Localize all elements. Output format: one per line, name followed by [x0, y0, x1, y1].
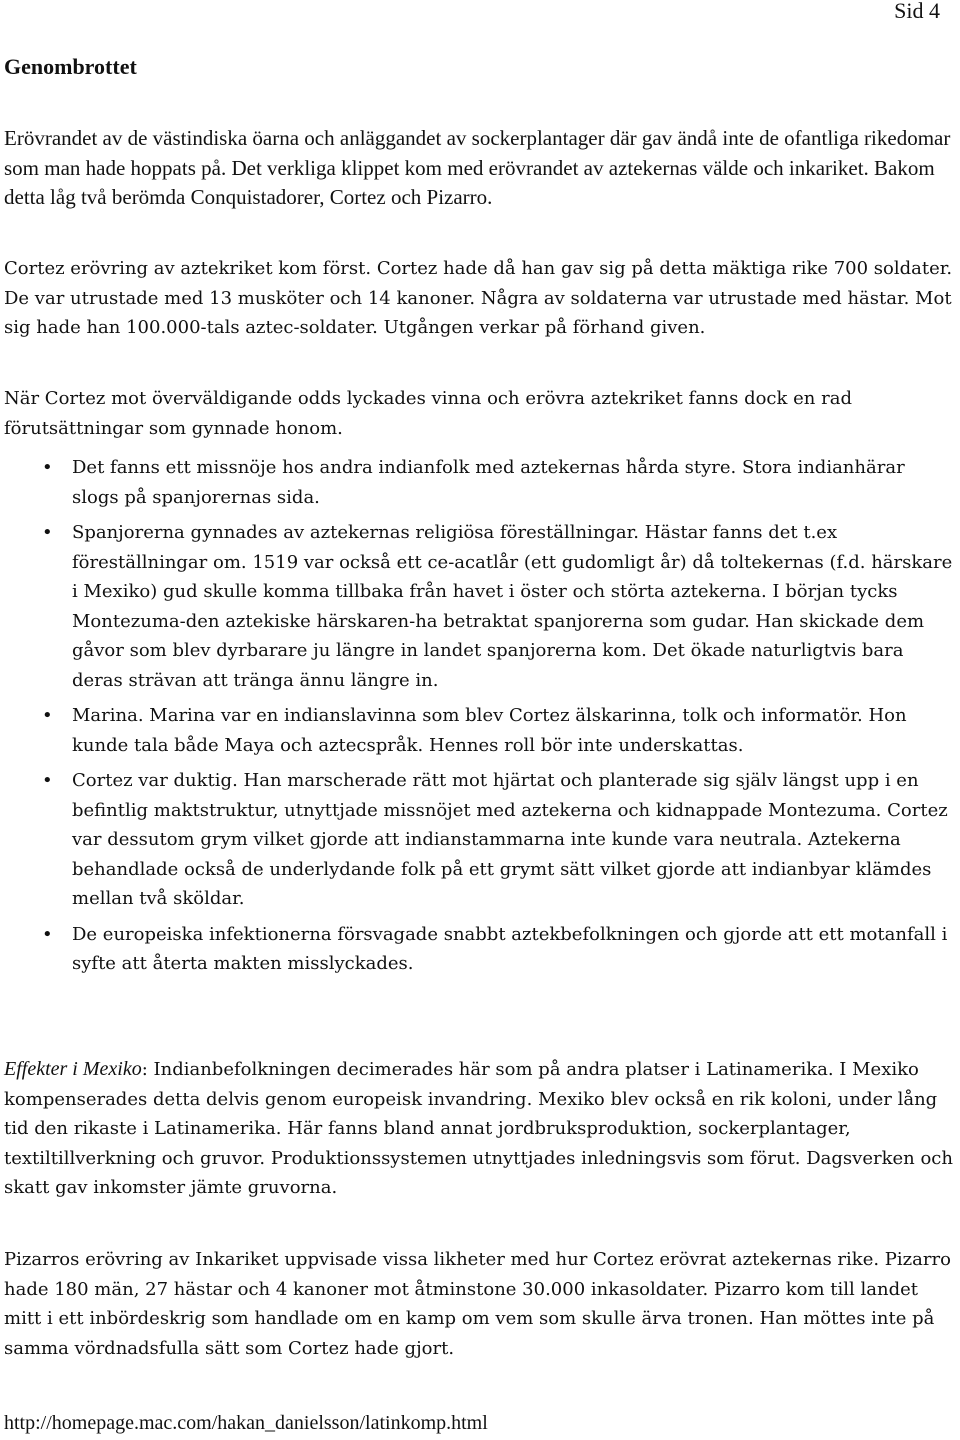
pizarro-paragraph: Pizarros erövring av Inkariket uppvisade vissa likheter med hur Cortez erövrat aztekernas rike. Pizarro hade 180 män, 27 hästar och 4 kanoner mot åtminstone 30.000 inkasoldater. Pizarro kom till landet mitt i ett inbördeskrig som handlade om en kamp om vem som skulle ärva tronen. Han möttes inte på samma vördnadsfulla sätt som Cortez hade gjort.	[4, 1249, 951, 1359]
effects-label: Effekter i Mexiko	[4, 1058, 142, 1080]
bullet-marker: •	[42, 923, 53, 945]
list-item	[0, 453, 960, 512]
bullet-marker: •	[42, 770, 53, 791]
list-item	[0, 920, 960, 979]
list-item-text: Cortez var duktig. Han marscherade rätt mot hjärtat och planterade sig själv längst upp i en befintlig maktstruktur, utnyttjade missnöjet med aztekerna och kidnappade Montezuma. Cortez var dessutom grym vilket gjorde att indianstammarna inte kunde vara neutrala. Aztekerna behandlade också de underlydande folk på ett grymt sätt vilket gjorde att indianbyar klämdes mellan två sköldar.	[72, 770, 948, 909]
effects-text: : Indianbefolkningen decimerades här som på andra platser i Latinamerika. I Mexiko kompenserades detta delvis genom europeisk invandring. Mexiko blev också en rik koloni, under lång tid den rikaste i Latinamerika. Här fanns bland annat jordbruksproduktion, sockerplantager, textiltillverkning och gruvor. Produktionssystemen utnyttjades inledningsvis som förut. Dagsverken och skatt gav inkomster jämte gruvorna.	[4, 1059, 953, 1198]
list-item-text: Spanjorerna gynnades av aztekernas religiösa föreställningar. Hästar fanns det t.ex föreställningar om. 1519 var också ett ce-acatlår (ett gudomligt år) då toltekernas (f.d. härskare i Mexiko) gud skulle komma tillbaka från havet i öster och störta aztekerna. I början tycks Montezuma-den aztekiske härskaren-ha betraktat spanjorerna som gudar. Han skickade dem gåvor som blev dyrbarare ju längre in landet spanjorerna kom. Det ökade naturligtvis bara deras strävan att tränga ännu längre in.	[72, 522, 953, 691]
effects-paragraph	[4, 1055, 956, 1203]
list-item	[0, 766, 960, 914]
list-item	[0, 518, 960, 695]
cortez-paragraph: Cortez erövring av aztekriket kom först. Cortez hade då han gav sig på detta mäktiga rike 700 soldater. De var utrustade med 13 musköter och 14 kanoner. Några av soldaterna var utrustade med hästar. Mot sig hade han 100.000-tals aztec-soldater. Utgången verkar på förhand given.	[4, 258, 953, 338]
bullet-marker: •	[42, 457, 53, 478]
footer-url: http://homepage.mac.com/hakan_danielsson/latinkomp.html	[4, 1412, 488, 1434]
bullet-marker: •	[42, 522, 53, 543]
list-item-text: Det fanns ett missnöje hos andra indianfolk med aztekernas hårda styre. Stora indianhärar slogs på spanjorernas sida.	[72, 457, 905, 508]
list-item-text: Marina. Marina var en indianslavinna som blev Cortez älskarinna, tolk och informatör. Hon kunde tala både Maya och aztecspråk. Hennes roll bör inte underskattas.	[72, 705, 907, 756]
section-heading: Genombrottet	[4, 54, 137, 79]
conditions-list	[0, 453, 960, 985]
list-item	[0, 701, 960, 760]
list-item-text: De europeiska infektionerna försvagade snabbt aztekbefolkningen och gjorde att ett motanfall i syfte att återta makten misslyckades.	[72, 923, 948, 974]
conditions-paragraph: När Cortez mot överväldigande odds lyckades vinna och erövra aztekriket fanns dock en rad förutsättningar som gynnade honom.	[4, 388, 852, 439]
bullet-marker: •	[42, 705, 53, 726]
page-number: Sid 4	[894, 0, 940, 23]
intro-paragraph: Erövrandet av de västindiska öarna och anläggandet av sockerplantager där gav ändå inte de ofantliga rikedomar som man hade hoppats på. Det verkliga klippet kom med erövrandet av aztekernas välde och inkariket. Bakom detta låg två berömda Conquistadorer, Cortez och Pizarro.	[4, 126, 951, 209]
